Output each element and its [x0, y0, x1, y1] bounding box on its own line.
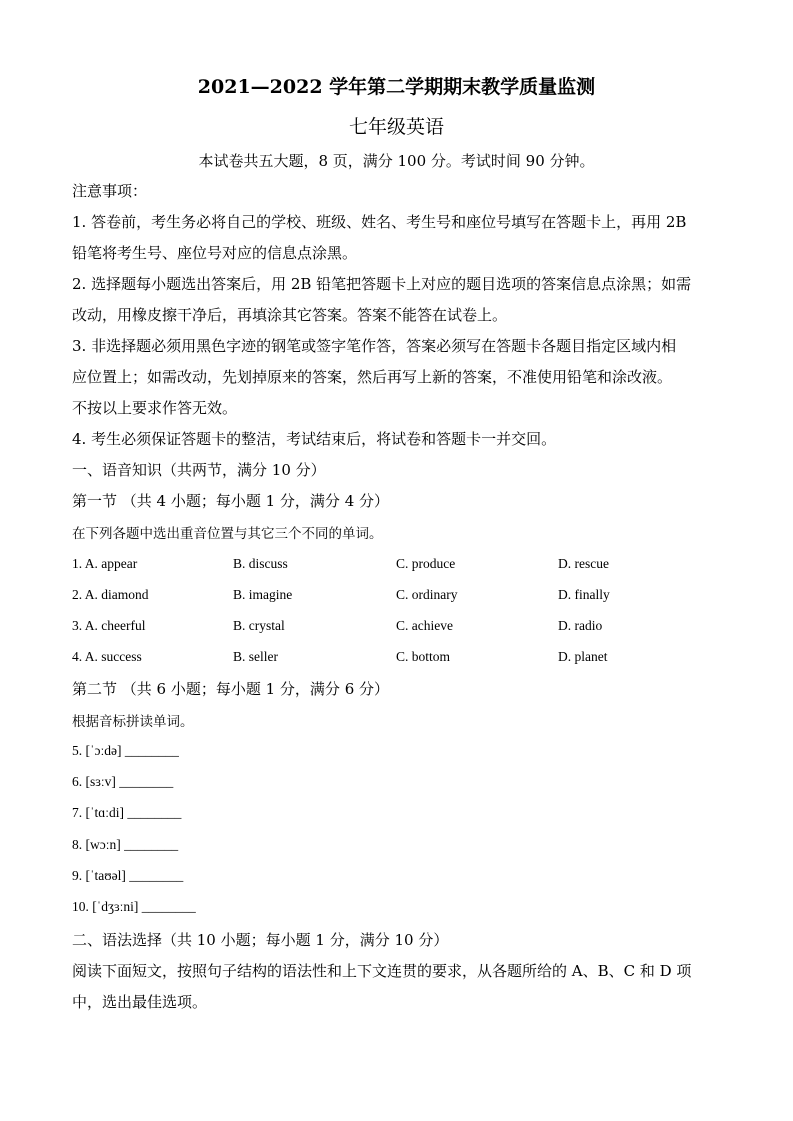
exam-subtitle: 七年级英语 — [348, 116, 444, 138]
notice-item-2-line-2: 改动，用橡皮擦干净后，再填涂其它答案。答案不能答在试卷上。 — [72, 306, 508, 324]
part1-heading: 一、语音知识（共两节，满分 10 分） — [72, 461, 326, 479]
phonetic-question: 8. [wɔːn] ________ — [72, 837, 179, 852]
part1-section1-instruction: 在下列各题中选出重音位置与其它三个不同的单词。 — [72, 526, 383, 542]
option-d: D. rescue — [558, 556, 609, 571]
part2-instruction-line-1: 阅读下面短文，按照句子结构的语法性和上下文连贯的要求，从各题所给的 A、B、C 和 D 项 — [72, 962, 692, 980]
notice-item-3-line-1: 3. 非选择题必须用黑色字迹的钢笔或签字笔作答，答案必须写在答题卡各题目指定区域内相 — [72, 337, 677, 355]
option-c: C. ordinary — [396, 587, 458, 602]
option-a: 1. A. appear — [72, 556, 138, 571]
part1-section2-instruction: 根据音标拼读单词。 — [72, 714, 194, 730]
notice-item-3-line-2: 应位置上；如需改动，先划掉原来的答案，然后再写上新的答案，不准使用铅笔和涂改液。 — [72, 368, 673, 386]
option-c: C. achieve — [396, 618, 453, 633]
option-d: D. radio — [558, 618, 603, 633]
part1-section2-heading: 第二节 （共 6 小题；每小题 1 分，满分 6 分） — [72, 680, 390, 698]
notice-item-2-line-1: 2. 选择题每小题选出答案后，用 2B 铅笔把答题卡上对应的题目选项的答案信息点涂黑；如需 — [72, 275, 692, 293]
notice-item-4: 4. 考生必须保证答题卡的整洁，考试结束后，将试卷和答题卡一并交回。 — [72, 430, 557, 448]
option-b: B. crystal — [233, 618, 285, 633]
phonetic-question: 7. [ˈtɑːdi] ________ — [72, 805, 182, 820]
option-a: 4. A. success — [72, 649, 142, 664]
option-b: B. imagine — [233, 587, 293, 602]
option-d: D. planet — [558, 649, 608, 664]
phonetic-question: 5. [ˈɔːdə] ________ — [72, 743, 179, 758]
option-a: 3. A. cheerful — [72, 618, 146, 633]
option-a: 2. A. diamond — [72, 587, 149, 602]
part1-section1-heading: 第一节 （共 4 小题；每小题 1 分，满分 4 分） — [72, 492, 390, 510]
option-b: B. seller — [233, 649, 278, 664]
option-d: D. finally — [558, 587, 610, 602]
phonetic-question: 10. [ˈdʒɜːni] ________ — [72, 899, 196, 914]
part2-instruction-line-2: 中，选出最佳选项。 — [72, 993, 208, 1011]
option-c: C. bottom — [396, 649, 451, 664]
exam-title: 2021—2022 学年第二学期期末教学质量监测 — [197, 76, 596, 98]
notice-heading: 注意事项： — [72, 182, 148, 200]
notice-item-3-line-3: 不按以上要求作答无效。 — [72, 399, 238, 417]
option-b: B. discuss — [233, 556, 288, 571]
phonetic-question: 6. [sɜːv] ________ — [72, 774, 174, 789]
notice-item-1-line-2: 铅笔将考生号、座位号对应的信息点涂黑。 — [72, 244, 358, 262]
option-c: C. produce — [396, 556, 456, 571]
part2-heading: 二、语法选择（共 10 小题；每小题 1 分，满分 10 分） — [72, 931, 449, 949]
phonetic-question: 9. [ˈtaʊəl] ________ — [72, 868, 184, 883]
notice-item-1-line-1: 1. 答卷前，考生务必将自己的学校、班级、姓名、考生号和座位号填写在答题卡上，再用 2B — [72, 213, 687, 231]
exam-info: 本试卷共五大题，8 页，满分 100 分。考试时间 90 分钟。 — [198, 152, 595, 170]
